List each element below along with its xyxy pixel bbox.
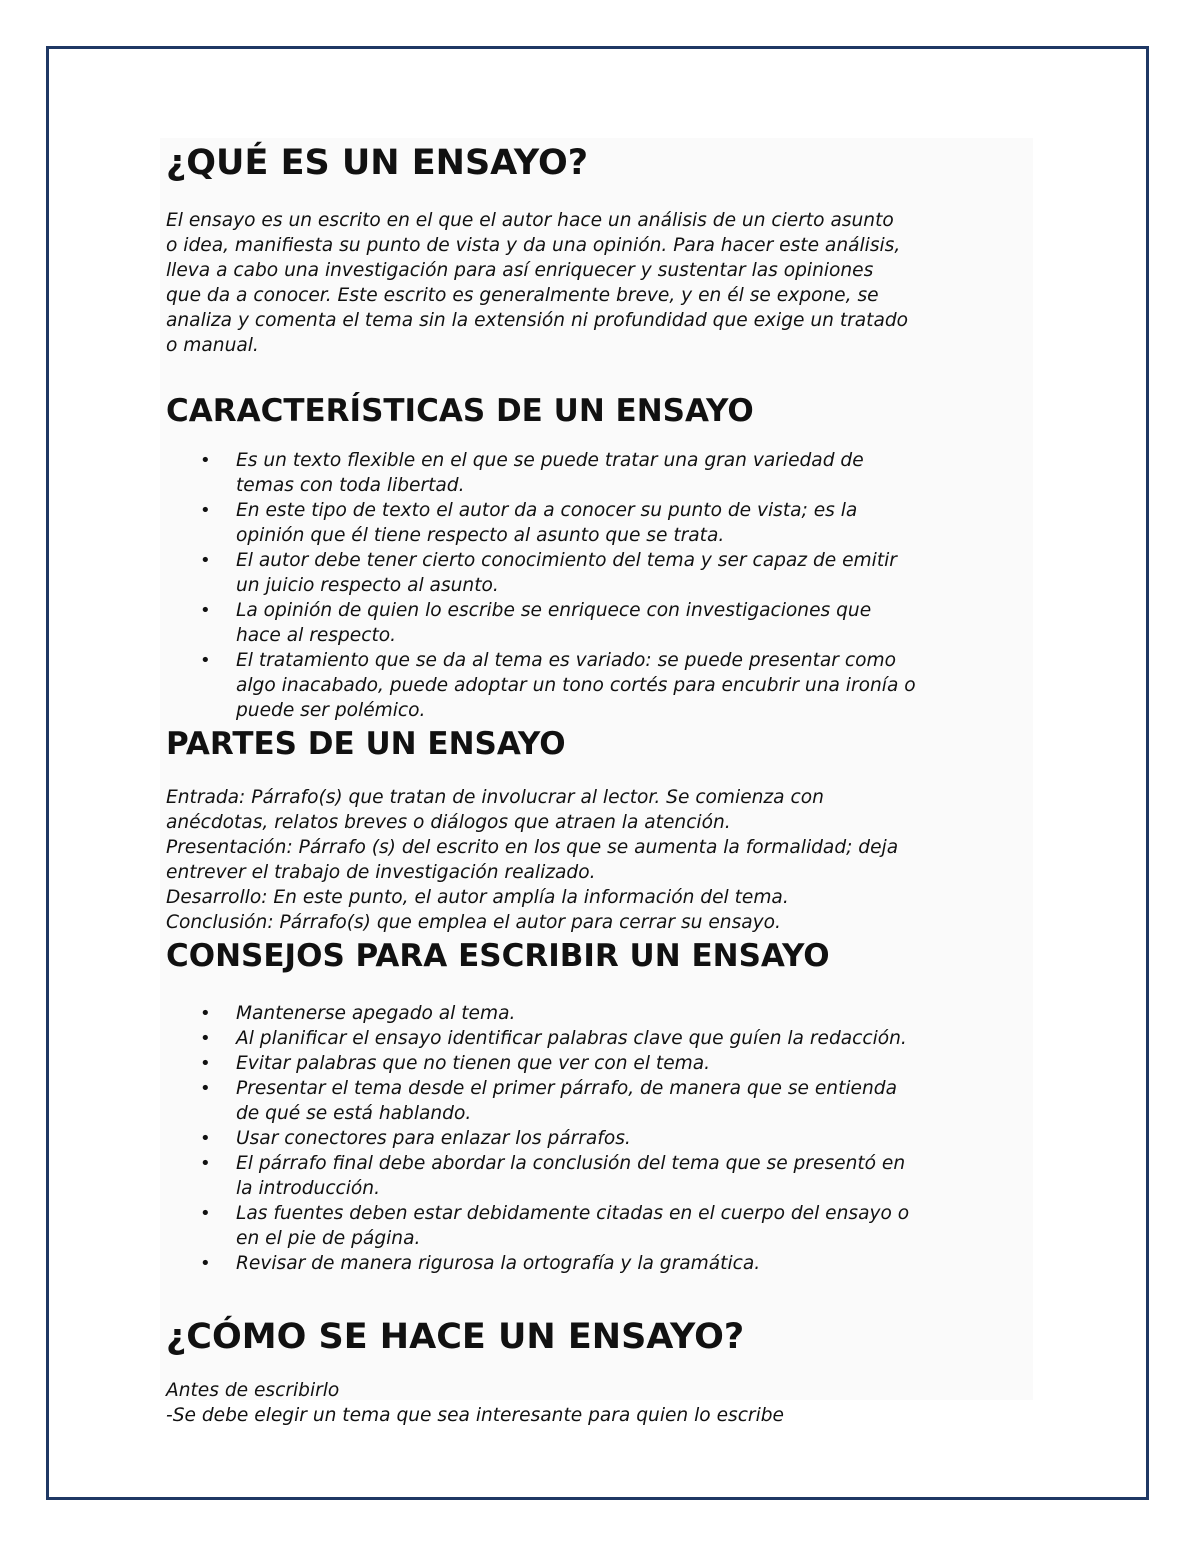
text-line: El ensayo es un escrito en el que el autor hace un análisis de un cierto asunto (166, 210, 894, 231)
text-line: la introducción. (236, 1178, 381, 1199)
list-item (200, 1001, 1027, 1026)
text-line: opinión que él tiene respecto al asunto que se trata. (236, 525, 725, 546)
text-line: Usar conectores para enlazar los párrafos. (236, 1128, 631, 1149)
text-line: Mantenerse apegado al tema. (236, 1003, 516, 1024)
text-line: Revisar de manera rigurosa la ortografía y la gramática. (236, 1253, 761, 1274)
text-line: lleva a cabo una investigación para así enriquecer y sustentar las opiniones (166, 260, 874, 281)
text-line: El tratamiento que se da al tema es variado: se puede presentar como (236, 650, 896, 671)
text-line: puede ser polémico. (236, 700, 426, 721)
text-line: La opinión de quien lo escribe se enriquece con investigaciones que (236, 600, 872, 621)
list-item (200, 1026, 1027, 1051)
bullet-icon: • (200, 450, 211, 471)
text-line: En este tipo de texto el autor da a conocer su punto de vista; es la (236, 500, 858, 521)
list-item (200, 1201, 1027, 1251)
paragraph-how-to (166, 1378, 1027, 1428)
list-item (200, 648, 1027, 723)
text-line: -Se debe elegir un tema que sea interesante para quien lo escribe (166, 1405, 784, 1426)
text-line: El autor debe tener cierto conocimiento del tema y ser capaz de emitir (236, 550, 897, 571)
heading-parts: PARTES DE UN ENSAYO (166, 726, 566, 762)
list-item (200, 1151, 1027, 1201)
list-item (200, 1051, 1027, 1076)
list-item (200, 448, 1027, 498)
list-item (200, 548, 1027, 598)
heading-how-to: ¿CÓMO SE HACE UN ENSAYO? (166, 1317, 745, 1357)
text-line: algo inacabado, puede adoptar un tono cortés para encubrir una ironía o (236, 675, 916, 696)
bullet-icon: • (200, 1003, 211, 1024)
text-line: Al planificar el ensayo identificar palabras clave que guíen la redacción. (236, 1028, 907, 1049)
bullet-icon: • (200, 500, 211, 521)
heading-tips: CONSEJOS PARA ESCRIBIR UN ENSAYO (166, 938, 830, 974)
bullet-icon: • (200, 1253, 211, 1274)
text-line: Las fuentes deben estar debidamente citadas en el cuerpo del ensayo o (236, 1203, 910, 1224)
text-line: entrever el trabajo de investigación realizado. (166, 862, 596, 883)
bullet-icon: • (200, 1128, 211, 1149)
bullet-icon: • (200, 1203, 211, 1224)
document-content (160, 138, 1033, 1426)
bullet-icon: • (200, 650, 211, 671)
list-item (200, 1251, 1027, 1276)
list-tips (166, 1001, 1027, 1276)
text-line: hace al respecto. (236, 625, 397, 646)
text-line: que da a conocer. Este escrito es generalmente breve, y en él se expone, se (166, 285, 879, 306)
text-line: o idea, manifiesta su punto de vista y da una opinión. Para hacer este análisis, (166, 235, 901, 256)
list-characteristics (166, 448, 1027, 723)
bullet-icon: • (200, 1028, 211, 1049)
paragraph-parts (166, 785, 1027, 935)
text-line: Antes de escribirlo (166, 1380, 340, 1401)
list-item (200, 1076, 1027, 1126)
text-line: de qué se está hablando. (236, 1103, 472, 1124)
list-item (200, 498, 1027, 548)
paragraph-what-is-essay (166, 208, 1027, 358)
text-line: en el pie de página. (236, 1228, 421, 1249)
text-line: o manual. (166, 335, 259, 356)
bullet-icon: • (200, 1053, 211, 1074)
text-line: Presentación: Párrafo (s) del escrito en los que se aumenta la formalidad; deja (166, 837, 899, 858)
list-item (200, 598, 1027, 648)
text-line: temas con toda libertad. (236, 475, 465, 496)
heading-characteristics: CARACTERÍSTICAS DE UN ENSAYO (166, 393, 754, 429)
text-line: El párrafo final debe abordar la conclusión del tema que se presentó en (236, 1153, 906, 1174)
text-line: Es un texto flexible en el que se puede tratar una gran variedad de (236, 450, 864, 471)
text-line: Evitar palabras que no tienen que ver con el tema. (236, 1053, 711, 1074)
text-line: Entrada: Párrafo(s) que tratan de involucrar al lector. Se comienza con (166, 787, 824, 808)
text-line: Desarrollo: En este punto, el autor amplía la información del tema. (166, 887, 789, 908)
bullet-icon: • (200, 600, 211, 621)
bullet-icon: • (200, 550, 211, 571)
text-line: anécdotas, relatos breves o diálogos que atraen la atención. (166, 812, 731, 833)
heading-what-is-essay: ¿QUÉ ES UN ENSAYO? (166, 143, 589, 183)
text-line: Conclusión: Párrafo(s) que emplea el autor para cerrar su ensayo. (166, 912, 781, 933)
bullet-icon: • (200, 1078, 211, 1099)
text-line: Presentar el tema desde el primer párrafo, de manera que se entienda (236, 1078, 897, 1099)
list-item (200, 1126, 1027, 1151)
bullet-icon: • (200, 1153, 211, 1174)
text-line: un juicio respecto al asunto. (236, 575, 499, 596)
text-line: analiza y comenta el tema sin la extensión ni profundidad que exige un tratado (166, 310, 909, 331)
